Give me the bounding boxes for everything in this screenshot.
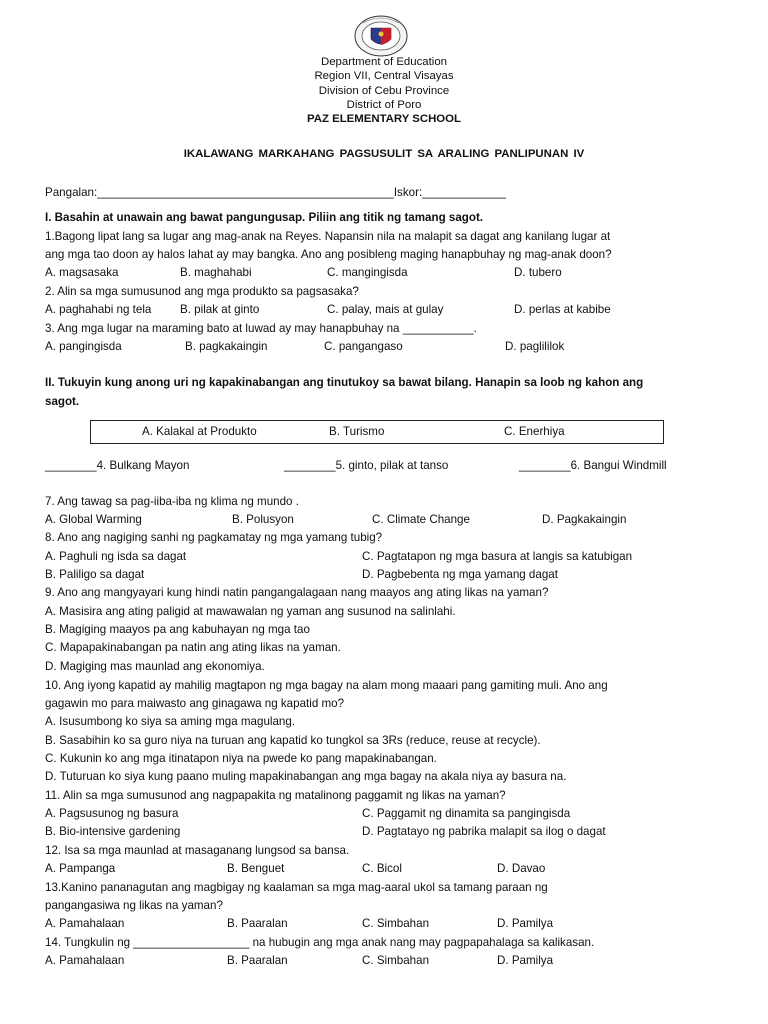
option: D. Pagkakaingin	[542, 513, 627, 526]
question-13: 13.Kanino pananagutan ang magbigay ng kaalaman sa mga mag-aaral ukol sa tamang paraan ng	[45, 881, 548, 894]
question-14: 14. Tungkulin ng __________________ na hubugin ang mga anak nang may pagpapahalaga sa kalikasan.	[45, 936, 595, 949]
header-line: District of Poro	[346, 98, 422, 111]
school-name: PAZ ELEMENTARY SCHOOL	[307, 113, 461, 126]
option: B. pilak at ginto	[180, 303, 260, 316]
option: B. Polusyon	[232, 513, 294, 526]
option: A. magsasaka	[45, 266, 119, 279]
option: C. palay, mais at gulay	[327, 303, 444, 316]
question-3: 3. Ang mga lugar na maraming bato at luwad ay may hanapbuhay na ___________.	[45, 322, 477, 335]
option: C. Kukunin ko ang mga itinatapon niya na pwede ko pang mapakinabangan.	[45, 752, 437, 765]
school-header	[0, 55, 768, 126]
option: D. Pamilya	[497, 954, 554, 967]
option: B. Paliligo sa dagat	[45, 568, 145, 581]
header-line: Division of Cebu Province	[318, 84, 450, 97]
question-7: 7. Ang tawag sa pag-iiba-iba ng klima ng mundo .	[45, 495, 299, 508]
question-10-cont: gagawin mo para maiwasto ang ginagawa ng kapatid mo?	[45, 697, 345, 710]
box-option: B. Turismo	[329, 425, 385, 438]
option: A. Pamahalaan	[45, 954, 125, 967]
option: C. Pagtatapon ng mga basura at langis sa katubigan	[362, 550, 633, 563]
fill-item: ________6. Bangui Windmill	[519, 459, 667, 472]
option: C. Simbahan	[362, 954, 430, 967]
option: D. paglililok	[505, 340, 565, 353]
option: A. Isusumbong ko siya sa aming mga magulang.	[45, 715, 296, 728]
option: B. pagkakaingin	[185, 340, 268, 353]
option: A. Pagsusunog ng basura	[45, 807, 179, 820]
fill-item: ________5. ginto, pilak at tanso	[284, 459, 449, 472]
option: B. Magiging maayos pa ang kabuhayan ng mga tao	[45, 623, 310, 636]
option: D. Pagbebenta ng mga yamang dagat	[362, 568, 558, 581]
option: A. paghahabi ng tela	[45, 303, 152, 316]
deped-seal-icon	[353, 15, 409, 57]
header-line: Region VII, Central Visayas	[314, 70, 454, 83]
question-1: 1.Bagong lipat lang sa lugar ang mag-anak na Reyes. Napansin nila na malapit sa dagat ang kanilang lugar at	[45, 230, 611, 243]
option: B. Benguet	[227, 862, 285, 875]
option: B. Sasabihin ko sa guro niya na turuan ang kapatid ko tungkol sa 3Rs (reduce, reuse at recycle).	[45, 734, 541, 747]
question-11: 11. Alin sa mga sumusunod ang nagpapakita ng matalinong paggamit ng likas na yaman?	[45, 789, 506, 802]
option: C. Mapapakinabangan pa natin ang ating likas na yaman.	[45, 641, 341, 654]
option: C. Bicol	[362, 862, 402, 875]
option: D. Davao	[497, 862, 546, 875]
option: A. Pamahalaan	[45, 917, 125, 930]
option: D. tubero	[514, 266, 562, 279]
option: A. Paghuli ng isda sa dagat	[45, 550, 187, 563]
option: C. Simbahan	[362, 917, 430, 930]
exam-title: IKALAWANG MARKAHANG PAGSUSULIT SA ARALING PANLIPUNAN IV	[183, 148, 585, 160]
name-score-line: Pangalan:______________________________________________Iskor:_____________	[45, 186, 506, 199]
option: A. Global Warming	[45, 513, 142, 526]
question-10: 10. Ang iyong kapatid ay mahilig magtapon ng mga bagay na alam mong maaari pang gamiting muli. Ano ang	[45, 679, 608, 692]
option: A. pangingisda	[45, 340, 122, 353]
question-1-cont: ang mga tao doon ay halos lahat ay may bangka. Ano ang posibleng maging hanapbuhay ng mag-anak doon?	[45, 248, 612, 261]
question-8: 8. Ano ang nagiging sanhi ng pagkamatay ng mga yamang tubig?	[45, 531, 383, 544]
option: D. Pagtatayo ng pabrika malapit sa ilog o dagat	[362, 825, 606, 838]
question-2: 2. Alin sa mga sumusunod ang mga produkto sa pagsasaka?	[45, 285, 359, 298]
option: C. mangingisda	[327, 266, 408, 279]
header-line: Department of Education	[320, 56, 447, 68]
part2-instruction-cont: sagot.	[45, 395, 80, 408]
part2-instruction: II. Tukuyin kung anong uri ng kapakinabangan ang tinutukoy sa bawat bilang. Hanapin sa loob ng kahon ang	[45, 376, 644, 389]
box-option: A. Kalakal at Produkto	[142, 425, 257, 438]
option: D. Tuturuan ko siya kung paano muling mapakinabangan ang mga bagay na akala niya ay basura na.	[45, 770, 567, 783]
part1-instruction: I. Basahin at unawain ang bawat pangungusap. Piliin ang titik ng tamang sagot.	[45, 211, 484, 224]
question-9: 9. Ano ang mangyayari kung hindi natin pangangalagaan nang maayos ang ating likas na yaman?	[45, 586, 549, 599]
option: C. pangangaso	[324, 340, 403, 353]
option: C. Paggamit ng dinamita sa pangingisda	[362, 807, 571, 820]
option: D. Pamilya	[497, 917, 554, 930]
option: B. maghahabi	[180, 266, 252, 279]
option: B. Bio-intensive gardening	[45, 825, 181, 838]
question-13-cont: pangangasiwa ng likas na yaman?	[45, 899, 223, 912]
option: C. Climate Change	[372, 513, 470, 526]
box-option: C. Enerhiya	[504, 425, 565, 438]
option: A. Pampanga	[45, 862, 116, 875]
option: D. perlas at kabibe	[514, 303, 611, 316]
question-12: 12. Isa sa mga maunlad at masaganang lungsod sa bansa.	[45, 844, 350, 857]
option: B. Paaralan	[227, 917, 288, 930]
fill-item: ________4. Bulkang Mayon	[45, 459, 190, 472]
option: B. Paaralan	[227, 954, 288, 967]
option: D. Magiging mas maunlad ang ekonomiya.	[45, 660, 265, 673]
option: A. Masisira ang ating paligid at mawawalan ng yaman ang susunod na salinlahi.	[45, 605, 456, 618]
